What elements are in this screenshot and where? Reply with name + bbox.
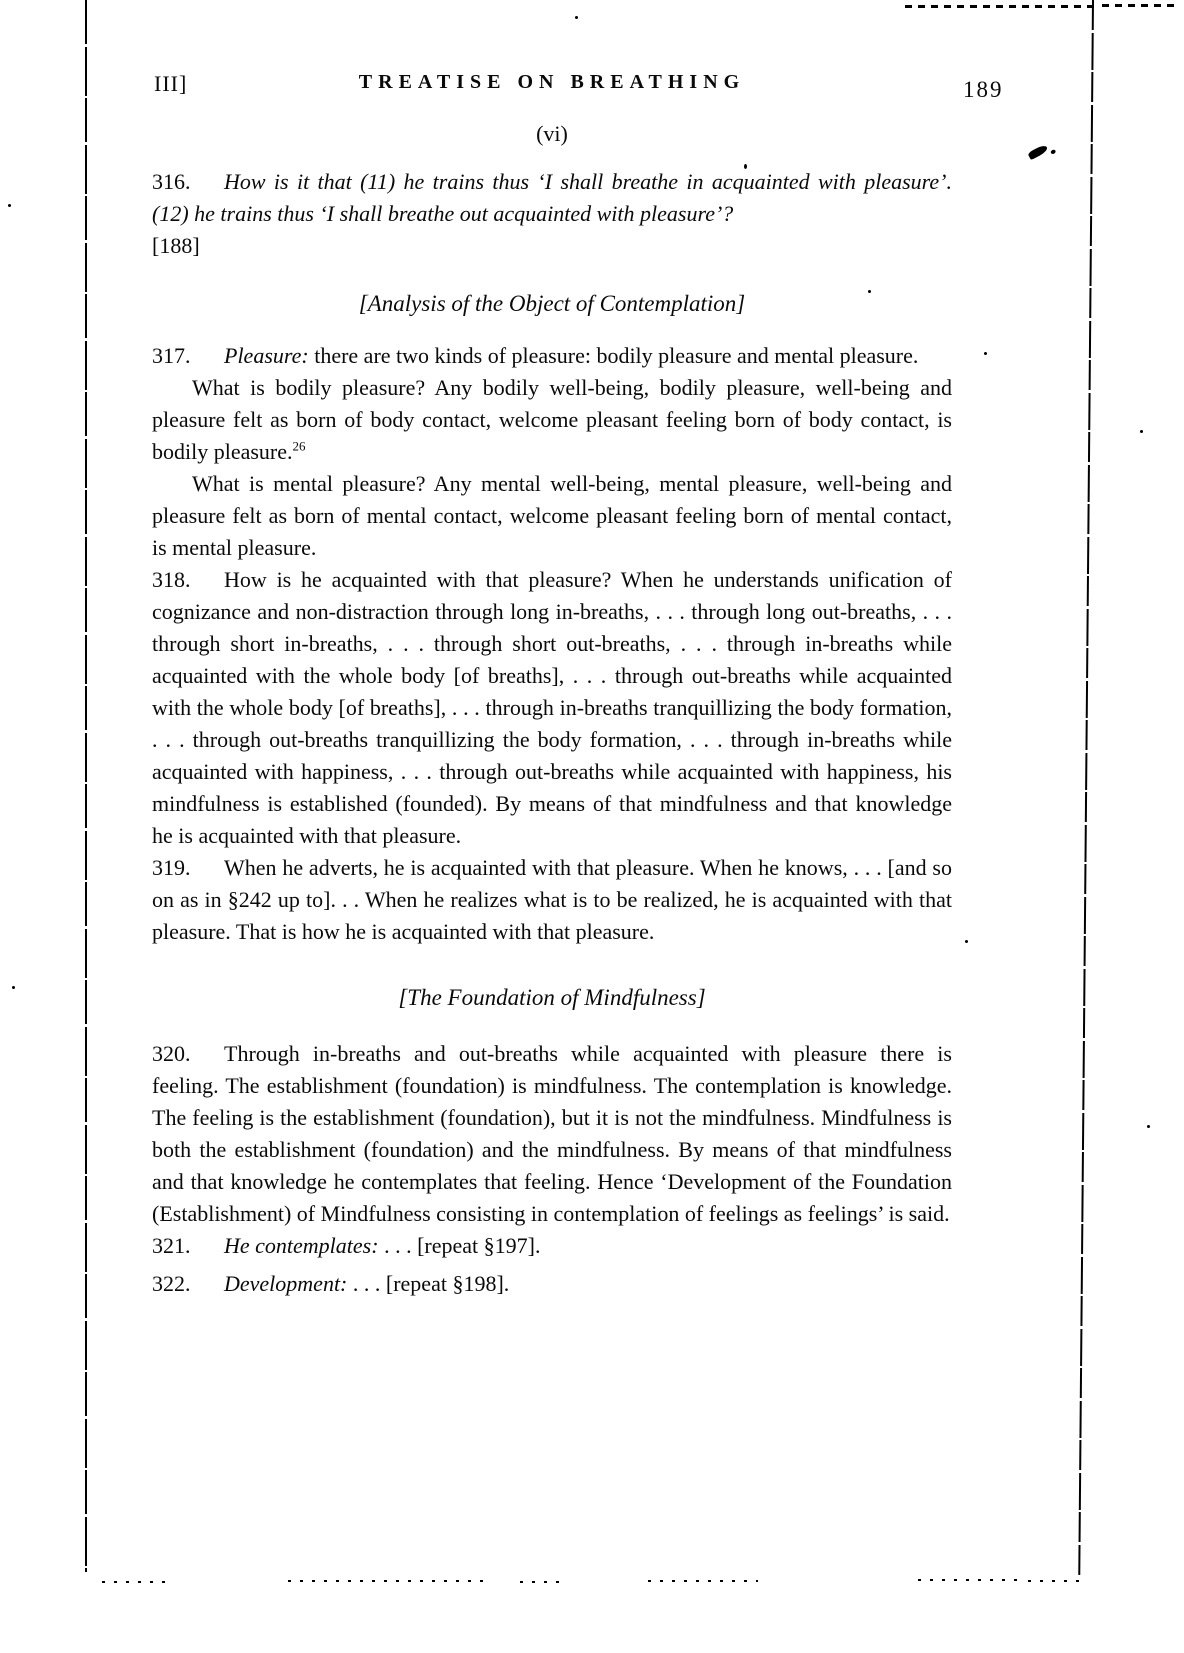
paragraph-number: 319. bbox=[152, 855, 191, 880]
paragraph-319 bbox=[152, 852, 952, 948]
bottom-dots-artifact bbox=[918, 1579, 1018, 1581]
lead-phrase: Development: bbox=[224, 1271, 348, 1296]
footnote-reference: 26 bbox=[292, 438, 306, 454]
paragraph-text: How is it that (11) he trains thus ‘I shall breathe in acquainted with pleasure’. (12) he trains thus ‘I shall breathe out acquainted with pleasure’? bbox=[152, 169, 952, 226]
paragraph-320 bbox=[152, 1038, 952, 1230]
paragraph-text: How is he acquainted with that pleasure? When he understands unification of cognizance and non-distraction through long in-breaths, . . . through long out-breaths, . . . through short in-breaths, . . . through short out-breaths, . . . through in-breaths while acquainted with the whole body [of breaths], . . . through out-breaths while acquainted with the whole body [of breaths], . . . through in-breaths tranquillizing the body formation, . . . through out-breaths tranquillizing the body formation, . . . through in-breaths while acquainted with happiness, . . . through out-breaths while acquainted with happiness, his mindfulness is established (founded). By means of that mindfulness and that knowledge he is acquainted with that pleasure. bbox=[152, 567, 952, 848]
paragraph-text: . . . [repeat §197]. bbox=[378, 1233, 541, 1258]
lead-word: Pleasure: bbox=[224, 343, 309, 368]
paragraph-text: What is bodily pleasure? Any bodily well-being, bodily pleasure, well-being and pleasure felt as born of body contact, welcome pleasant feeling born of body contact, is bodily pleasure. bbox=[152, 375, 952, 464]
paragraph-316 bbox=[152, 166, 952, 262]
bottom-dots-artifact bbox=[520, 1581, 562, 1583]
page-reference: [188] bbox=[152, 233, 200, 258]
paragraph-number: 321. bbox=[152, 1233, 191, 1258]
paragraph-number: 320. bbox=[152, 1041, 191, 1066]
scan-speck bbox=[12, 986, 15, 989]
subheading-analysis: [Analysis of the Object of Contemplation] bbox=[358, 291, 746, 316]
scan-speck bbox=[575, 16, 578, 19]
section-label: (vi) bbox=[536, 121, 568, 146]
paragraph-mental-pleasure bbox=[152, 468, 952, 564]
right-margin-scan-line bbox=[1078, 0, 1094, 1575]
page-number: 189 bbox=[963, 77, 1004, 102]
paragraph-317 bbox=[152, 340, 952, 372]
page-header bbox=[152, 64, 1004, 102]
paragraph-321 bbox=[152, 1230, 952, 1262]
paragraph-322 bbox=[152, 1268, 952, 1300]
paragraph-number: 316. bbox=[152, 169, 191, 194]
paragraph-number: 317. bbox=[152, 343, 191, 368]
bottom-dots-artifact bbox=[648, 1580, 758, 1582]
top-edge-dash-artifact bbox=[905, 5, 1095, 8]
lead-phrase: He contemplates: bbox=[224, 1233, 379, 1258]
paragraph-text: Through in-breaths and out-breaths while acquainted with pleasure there is feeling. The establishment (foundation) is mindfulness. The contemplation is knowledge. The feeling is the establishment (foundation), but it is not the mindfulness. Mindfulness is both the establishment (foundation) and the mindfulness. By means of that mindfulness and that knowledge he contemplates that feeling. Hence ‘Development of the Foundation (Establishment) of Mindfulness consisting in contemplation of feelings as feelings’ is said. bbox=[152, 1041, 952, 1226]
bottom-dots-artifact bbox=[1028, 1580, 1086, 1582]
paragraph-bodily-pleasure bbox=[152, 372, 952, 468]
bottom-dots-artifact bbox=[288, 1580, 483, 1582]
running-title: TREATISE ON BREATHING bbox=[358, 71, 746, 93]
scan-speck bbox=[1147, 1125, 1150, 1128]
paragraph-number: 322. bbox=[152, 1271, 191, 1296]
paragraph-318 bbox=[152, 564, 952, 852]
subheading-foundation: [The Foundation of Mindfulness] bbox=[398, 985, 706, 1010]
paragraph-text: . . . [repeat §198]. bbox=[347, 1271, 510, 1296]
paragraph-text: there are two kinds of pleasure: bodily pleasure and mental pleasure. bbox=[314, 343, 919, 368]
scan-speck bbox=[965, 940, 968, 943]
scan-speck bbox=[984, 352, 987, 355]
left-margin-scan-line bbox=[85, 0, 87, 1572]
chapter-marker: III] bbox=[154, 71, 188, 96]
top-corner-dash-artifact bbox=[1102, 4, 1176, 7]
paragraph-text: When he adverts, he is acquainted with that pleasure. When he knows, . . . [and so on as in §242 up to]. . . When he realizes what is to be realized, he is acquainted with that pleasure. That is how he is acquainted with that pleasure. bbox=[152, 855, 952, 944]
paragraph-text: What is mental pleasure? Any mental well-being, mental pleasure, well-being and pleasure felt as born of mental contact, welcome pleasant feeling born of mental contact, is mental pleasure. bbox=[152, 471, 952, 560]
paragraph-number: 318. bbox=[152, 567, 191, 592]
pen-flick-mark bbox=[1027, 144, 1048, 160]
bottom-dots-artifact bbox=[102, 1581, 168, 1583]
text-column bbox=[152, 64, 1004, 1300]
scan-speck bbox=[8, 204, 11, 207]
scan-speck bbox=[1140, 430, 1143, 433]
